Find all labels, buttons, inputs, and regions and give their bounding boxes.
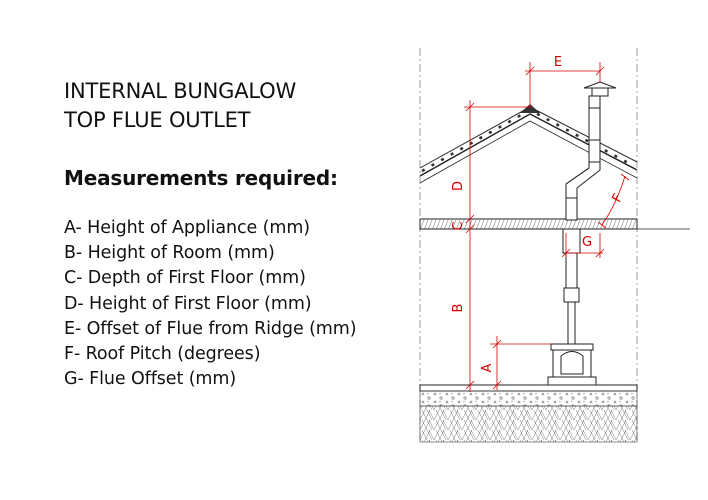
measurement-c: C- Depth of First Floor (mm) bbox=[64, 268, 306, 289]
ground-foundation bbox=[420, 385, 637, 442]
dim-label-d: D bbox=[451, 180, 466, 192]
measurements-heading: Measurements required: bbox=[64, 166, 338, 190]
measurement-b: B- Height of Room (mm) bbox=[64, 243, 275, 264]
measurement-a: A- Height of Appliance (mm) bbox=[64, 218, 311, 238]
title-line-2: TOP FLUE OUTLET bbox=[64, 108, 251, 132]
measurement-e: E- Offset of Flue from Ridge (mm) bbox=[64, 318, 357, 339]
pitched-roof bbox=[420, 104, 637, 183]
dim-label-f: F bbox=[609, 191, 627, 206]
measurement-d: D- Height of First Floor (mm) bbox=[64, 293, 312, 314]
stove-appliance bbox=[548, 344, 596, 385]
dim-label-e: E bbox=[553, 55, 563, 70]
dim-label-b: B bbox=[451, 303, 466, 313]
dim-label-c: C bbox=[451, 221, 466, 231]
flue-pipe bbox=[563, 82, 616, 344]
measurement-g: G- Flue Offset (mm) bbox=[64, 369, 237, 390]
title-line-1: INTERNAL BUNGALOW bbox=[64, 79, 297, 103]
dim-label-g: G bbox=[581, 235, 593, 250]
measurement-f: F- Roof Pitch (degrees) bbox=[64, 344, 261, 365]
dim-label-a: A bbox=[480, 363, 495, 373]
